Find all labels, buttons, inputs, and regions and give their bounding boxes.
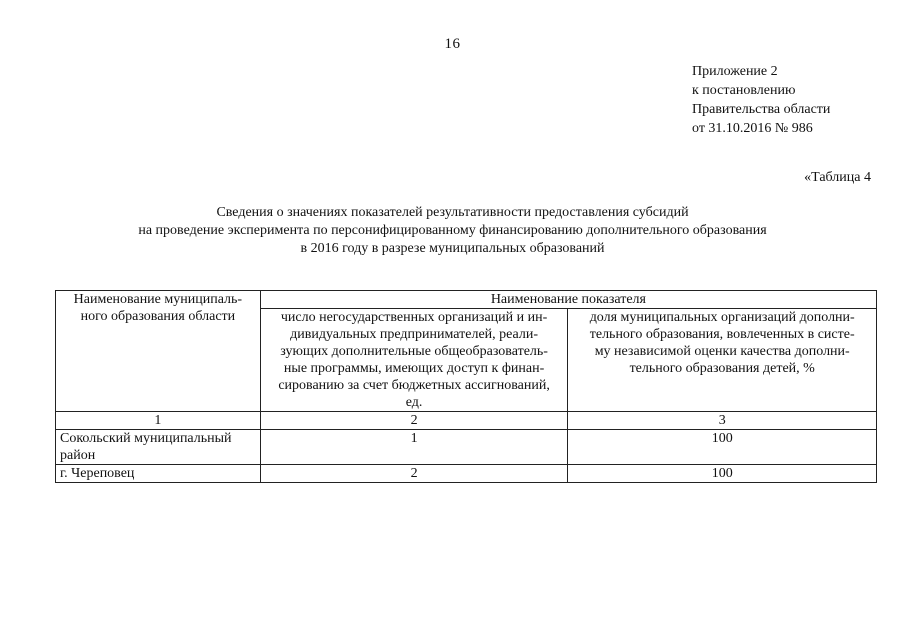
- count-header: число негосударственных организаций и ин- дивидуальных предпринимателей, реали- зующих дополнительные общеобразователь- ные программы, имеющих доступ к финан- сированию за счет бюджетных ассигнований, ед.: [260, 309, 568, 412]
- count-cell: 2: [260, 465, 568, 483]
- column-number: 3: [568, 412, 877, 430]
- annex-line: от 31.10.2016 № 986: [692, 121, 813, 136]
- title-line: Сведения о значениях показателей результативности предоставления субсидий: [216, 205, 689, 220]
- share-header: доля муниципальных организаций дополни- тельного образования, вовлеченных в систе- му независимой оценки качества дополни- тельного образования детей, %: [568, 309, 877, 412]
- document-title: [0, 204, 905, 258]
- municipality-header: Наименование муниципаль- ного образования области: [56, 291, 261, 412]
- municipality-cell: г. Череповец: [56, 465, 261, 483]
- table-header-row: [56, 291, 877, 309]
- count-cell: 1: [260, 430, 568, 465]
- annex-block: [692, 62, 830, 138]
- annex-line: Приложение 2: [692, 64, 778, 79]
- title-line: в 2016 году в разрезе муниципальных образований: [300, 241, 605, 256]
- indicators-table: [55, 290, 877, 483]
- title-line: на проведение эксперимента по персонифицированному финансированию дополнительного образования: [138, 223, 767, 238]
- table-row: [56, 430, 877, 465]
- municipality-cell: Сокольский муниципальный район: [56, 430, 261, 465]
- table-row: [56, 465, 877, 483]
- column-number-row: [56, 412, 877, 430]
- table-tag: «Таблица 4: [804, 170, 871, 185]
- annex-line: Правительства области: [692, 102, 831, 117]
- share-cell: 100: [568, 465, 877, 483]
- column-number: 2: [260, 412, 568, 430]
- share-cell: 100: [568, 430, 877, 465]
- page-number: 16: [444, 36, 461, 52]
- annex-line: к постановлению: [692, 83, 796, 98]
- column-number: 1: [56, 412, 261, 430]
- indicator-group-header: Наименование показателя: [260, 291, 876, 309]
